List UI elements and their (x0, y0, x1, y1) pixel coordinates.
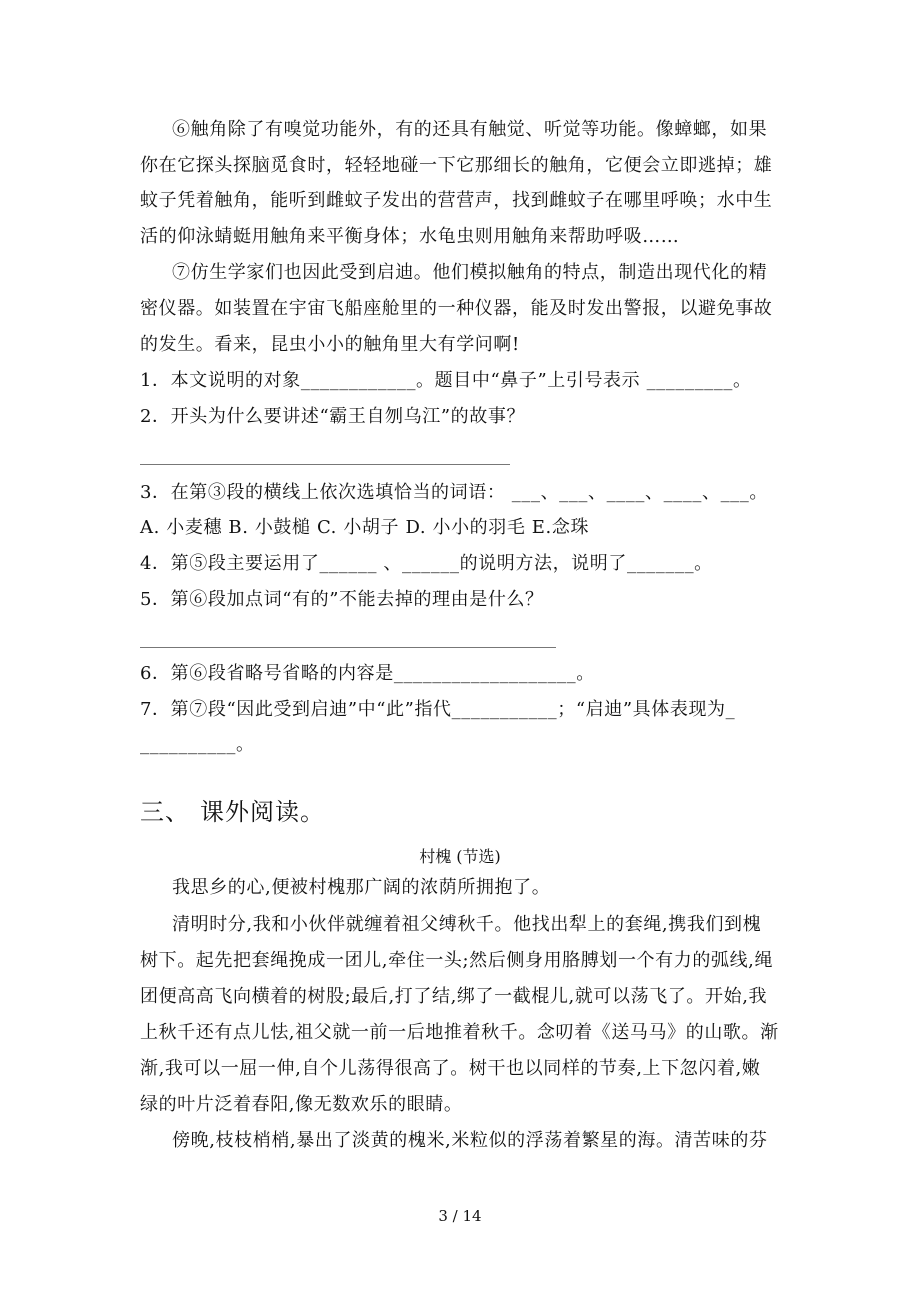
answer-line-q2[interactable] (140, 464, 510, 465)
para6-line-2: 你在它探头探脑觅食时，轻轻地碰一下它那细长的触角，它便会立即逃掉；雄 (140, 155, 773, 176)
article-para2-line-3: 团便高高飞向横着的树股;最后,打了结,绑了一截棍儿,就可以荡飞了。开始,我 (140, 986, 768, 1007)
para6-line-3: 蚊子凭着触角，能听到雌蚊子发出的营营声，找到雌蚊子在哪里呼唤；水中生 (140, 190, 773, 211)
article-para2-line-4: 上秋千还有点儿怯,祖父就一前一后地推着秋千。念叨着《送马马》的山歌。渐 (140, 1022, 779, 1043)
article-para2-line-6: 绿的叶片泛着春阳,像无数欢乐的眼睛。 (140, 1094, 463, 1115)
question-3-options: A. 小麦穗 B. 小鼓槌 C. 小胡子 D. 小小的羽毛 E.念珠 (140, 517, 590, 538)
article-para2-line-5: 渐,我可以一屈一伸,自个儿荡得很高了。树干也以同样的节奏,上下忽闪着,嫩 (140, 1058, 761, 1079)
para7-line-2: 密仪器。如装置在宇宙飞船座舱里的一种仪器，能及时发出警报，以避免事故 (140, 298, 773, 319)
section-heading (140, 797, 325, 827)
para6-line-1: ⑥触角除了有嗅觉功能外，有的还具有触觉、听觉等功能。像蟑螂，如果 (172, 119, 768, 140)
section-number: 三、 (140, 798, 190, 826)
question-5: 5．第⑥段加点词“有的”不能去掉的理由是什么？ (140, 589, 544, 610)
section-title: 课外阅读。 (200, 798, 325, 826)
article-para2-line-1: 清明时分,我和小伙伴就缠着祖父缚秋千。他找出犁上的套绳,携我们到槐 (172, 914, 762, 935)
question-1: 1．本文说明的对象____________。题目中“鼻子”上引号表示 _________。 (140, 370, 752, 391)
article-para1: 我思乡的心,便被村槐那广阔的浓荫所拥抱了。 (172, 877, 551, 898)
para7-line-3: 的发生。看来，昆虫小小的触角里大有学问啊! (140, 334, 520, 355)
article-title: 村槐 (节选) (419, 847, 501, 866)
question-3: 3．在第③段的横线上依次选填恰当的词语： ___、___、____、____、___。 (140, 482, 768, 503)
article-para2-line-2: 树下。起先把套绳挽成一团儿,牵住一头;然后侧身用胳膊划一个有力的弧线,绳 (140, 950, 774, 971)
page-number: 3 / 14 (438, 1207, 482, 1225)
question-4: 4．第⑤段主要运用了______ 、______的说明方法，说明了_______。 (140, 553, 713, 574)
para6-line-4: 活的仰泳蜻蜓用触角来平衡身体；水龟虫则用触角来帮助呼吸…… (140, 226, 680, 247)
question-7-continued: __________。 (140, 734, 255, 755)
question-6: 6．第⑥段省略号省略的内容是___________________。 (140, 663, 595, 684)
answer-line-q5[interactable] (140, 647, 556, 648)
article-para3-line-1: 傍晚,枝枝梢梢,暴出了淡黄的槐米,米粒似的浮荡着繁星的海。清苦味的芬 (172, 1130, 768, 1151)
para7-line-1: ⑦仿生学家们也因此受到启迪。他们模拟触角的特点，制造出现代化的精 (172, 262, 768, 283)
question-7: 7．第⑦段“因此受到启迪”中“此”指代___________；“启迪”具体表现为_ (140, 699, 736, 720)
question-2: 2．开头为什么要讲述“霸王自刎乌江”的故事？ (140, 406, 526, 427)
